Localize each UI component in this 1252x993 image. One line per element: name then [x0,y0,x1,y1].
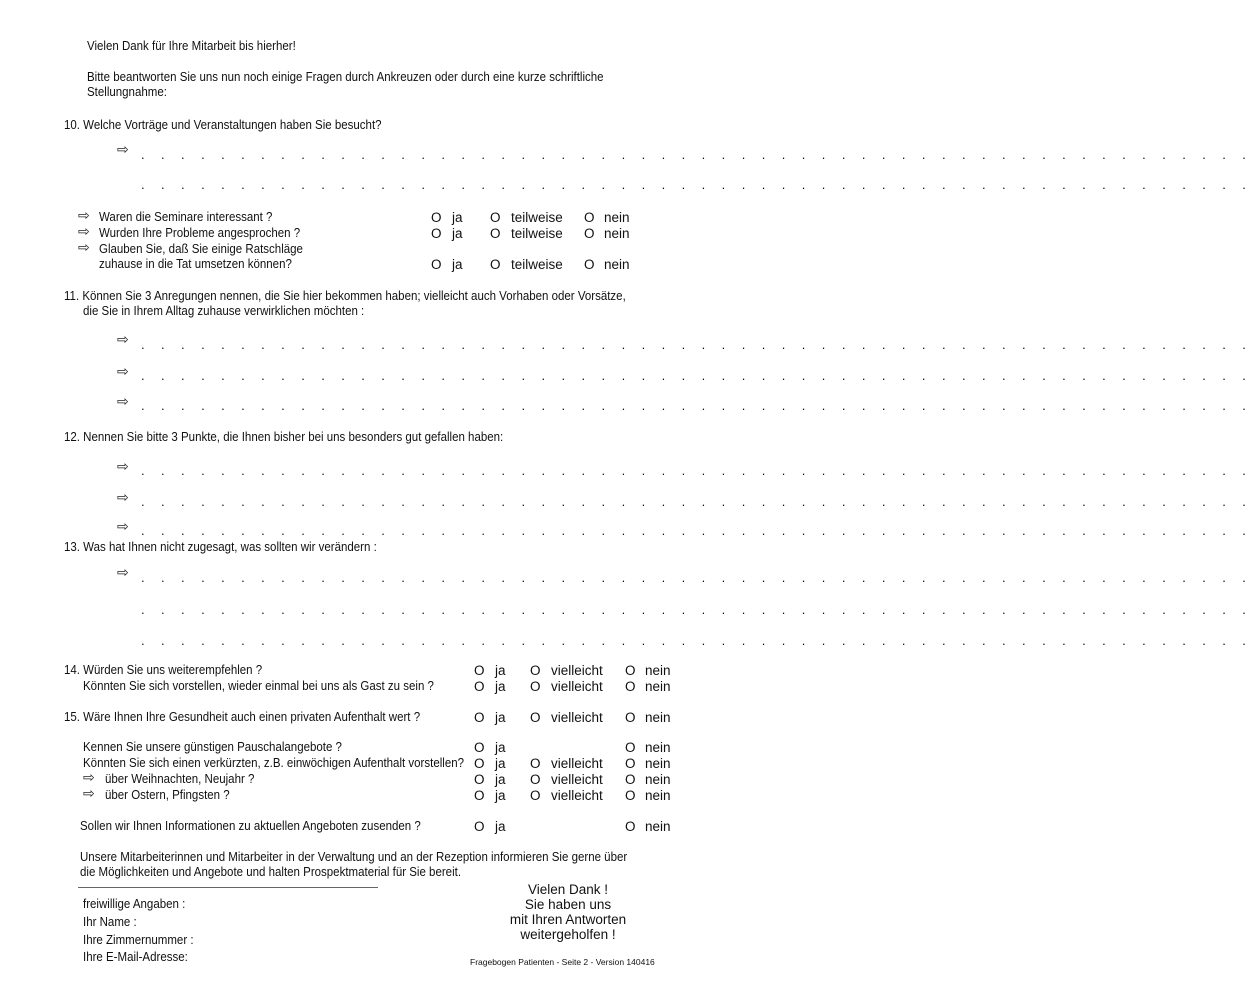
closing-line: mit Ihren Antworten [509,912,627,927]
option-circle[interactable]: O [530,710,541,725]
intro-request-cont: Stellungnahme: [87,85,167,99]
option-circle[interactable]: O [431,257,442,272]
option-ja: ja [495,740,506,755]
option-circle[interactable]: O [474,788,485,803]
option-nein: nein [645,756,671,771]
arrow-icon: ⇨ [117,489,129,505]
arrow-icon: ⇨ [117,331,129,347]
option-ja: ja [495,679,506,694]
option-circle[interactable]: O [625,819,636,834]
option-nein: nein [604,226,630,241]
voluntary-label: freiwillige Angaben : [83,897,186,911]
q10-sub-advice: Glauben Sie, daß Sie einige Ratschläge [99,242,303,256]
arrow-icon: ⇨ [78,207,90,223]
q15-sub-packages: Kennen Sie unsere günstigen Pauschalangebote ? [83,740,342,754]
answer-line[interactable]: . . . . . . . . . . . . . . . . . . . . . . . . . . . . . . . . . . . . . . . . . . . . . . . . . . . . . . . . [141,570,1252,585]
closing-line: Sie haben uns [524,897,612,912]
option-circle[interactable]: O [530,772,541,787]
q14-title-cont: Könnten Sie sich vorstellen, wieder einmal bei uns als Gast zu sein ? [83,679,434,693]
option-circle[interactable]: O [490,210,501,225]
option-circle[interactable]: O [530,788,541,803]
arrow-icon: ⇨ [117,564,129,580]
option-ja: ja [452,210,463,225]
q11-title: 11. Können Sie 3 Anregungen nennen, die Sie hier bekommen haben; vielleicht auch Vorhaben oder Vorsätze, [64,289,626,303]
option-ja: ja [452,226,463,241]
option-circle[interactable]: O [625,663,636,678]
option-circle[interactable]: O [474,679,485,694]
room-number-label: Ihre Zimmernummer : [83,933,194,947]
option-vielleicht: vielleicht [551,710,603,725]
option-nein: nein [645,788,671,803]
q15-sub-short-stay: Könnten Sie sich einen verkürzten, z.B. einwöchigen Aufenthalt vorstellen? [83,756,465,770]
q15-title: 15. Wäre Ihnen Ihre Gesundheit auch einen privaten Aufenthalt wert ? [64,710,421,724]
option-nein: nein [645,819,671,834]
q10-sub-seminars: Waren die Seminare interessant ? [99,210,273,224]
option-nein: nein [645,679,671,694]
option-vielleicht: vielleicht [551,756,603,771]
answer-line[interactable]: . . . . . . . . . . . . . . . . . . . . . . . . . . . . . . . . . . . . . . . . . . . . . . . . . . . . . . . . [141,147,1252,162]
option-circle[interactable]: O [584,210,595,225]
q15-sub-easter: über Ostern, Pfingsten ? [105,788,230,802]
option-circle[interactable]: O [530,756,541,771]
option-ja: ja [495,710,506,725]
arrow-icon: ⇨ [83,785,95,801]
name-field-label: Ihr Name : [83,915,137,929]
option-circle[interactable]: O [474,772,485,787]
arrow-icon: ⇨ [83,769,95,785]
q13-title: 13. Was hat Ihnen nicht zugesagt, was sollten wir verändern : [64,540,377,554]
q12-title: 12. Nennen Sie bitte 3 Punkte, die Ihnen bisher bei uns besonders gut gefallen haben: [64,430,504,444]
option-ja: ja [495,819,506,834]
option-vielleicht: vielleicht [551,663,603,678]
option-nein: nein [604,257,630,272]
q10-sub-problems: Wurden Ihre Probleme angesprochen ? [99,226,301,240]
option-ja: ja [495,788,506,803]
option-ja: ja [452,257,463,272]
option-vielleicht: vielleicht [551,772,603,787]
answer-line[interactable]: . . . . . . . . . . . . . . . . . . . . . . . . . . . . . . . . . . . . . . . . . . . . . . . . . . . . . . . . [141,398,1252,413]
option-nein: nein [645,772,671,787]
option-circle[interactable]: O [431,210,442,225]
option-circle[interactable]: O [431,226,442,241]
option-circle[interactable]: O [584,226,595,241]
option-circle[interactable]: O [530,679,541,694]
option-circle[interactable]: O [474,663,485,678]
option-vielleicht: vielleicht [551,788,603,803]
option-circle[interactable]: O [490,257,501,272]
info-text-cont: die Möglichkeiten und Angebote und halten Prospektmaterial für Sie bereit. [80,865,462,879]
q15-sub-info: Sollen wir Ihnen Informationen zu aktuellen Angeboten zusenden ? [80,819,421,833]
email-label: Ihre E-Mail-Adresse: [83,950,188,964]
option-circle[interactable]: O [474,819,485,834]
option-circle[interactable]: O [625,679,636,694]
answer-line[interactable]: . . . . . . . . . . . . . . . . . . . . . . . . . . . . . . . . . . . . . . . . . . . . . . . . . . . . . . . . [141,633,1252,648]
option-ja: ja [495,663,506,678]
option-teilweise: teilweise [511,257,563,272]
option-teilweise: teilweise [511,226,563,241]
option-nein: nein [645,663,671,678]
closing-thanks [483,882,653,942]
option-circle[interactable]: O [625,710,636,725]
option-teilweise: teilweise [511,210,563,225]
option-circle[interactable]: O [625,772,636,787]
q11-title-cont: die Sie in Ihrem Alltag zuhause verwirklichen möchten : [83,304,365,318]
option-circle[interactable]: O [625,740,636,755]
answer-line[interactable]: . . . . . . . . . . . . . . . . . . . . . . . . . . . . . . . . . . . . . . . . . . . . . . . . . . . . . . . . [141,337,1252,352]
answer-line[interactable]: . . . . . . . . . . . . . . . . . . . . . . . . . . . . . . . . . . . . . . . . . . . . . . . . . . . . . . . . [141,523,1252,538]
arrow-icon: ⇨ [117,141,129,157]
option-nein: nein [604,210,630,225]
option-circle[interactable]: O [474,710,485,725]
arrow-icon: ⇨ [117,518,129,534]
intro-thanks: Vielen Dank für Ihre Mitarbeit bis hierher! [87,39,296,53]
answer-line[interactable]: . . . . . . . . . . . . . . . . . . . . . . . . . . . . . . . . . . . . . . . . . . . . . . . . . . . . . . . . [141,177,1252,192]
option-circle[interactable]: O [474,756,485,771]
footer-version: Fragebogen Patienten - Seite 2 - Version 140416 [470,957,655,967]
q15-sub-christmas: über Weihnachten, Neujahr ? [105,772,255,786]
q10-sub-advice-cont: zuhause in die Tat umsetzen können? [99,257,292,271]
option-circle[interactable]: O [584,257,595,272]
arrow-icon: ⇨ [78,239,90,255]
option-ja: ja [495,772,506,787]
option-circle[interactable]: O [625,756,636,771]
q10-title: 10. Welche Vorträge und Veranstaltungen haben Sie besucht? [64,118,382,132]
option-vielleicht: vielleicht [551,679,603,694]
answer-line[interactable]: . . . . . . . . . . . . . . . . . . . . . . . . . . . . . . . . . . . . . . . . . . . . . . . . . . . . . . . . [141,463,1252,478]
option-nein: nein [645,740,671,755]
info-text: Unsere Mitarbeiterinnen und Mitarbeiter in der Verwaltung und an der Rezeption informieren Sie gerne über [80,850,628,864]
intro-request: Bitte beantworten Sie uns nun noch einige Fragen durch Ankreuzen oder durch eine kurze schriftliche [87,70,604,84]
option-circle[interactable]: O [530,663,541,678]
answer-line[interactable]: . . . . . . . . . . . . . . . . . . . . . . . . . . . . . . . . . . . . . . . . . . . . . . . . . . . . . . . . [141,368,1252,383]
option-circle[interactable]: O [625,788,636,803]
closing-line: Vielen Dank ! [527,882,609,897]
answer-line[interactable]: . . . . . . . . . . . . . . . . . . . . . . . . . . . . . . . . . . . . . . . . . . . . . . . . . . . . . . . . [141,494,1252,509]
arrow-icon: ⇨ [117,393,129,409]
closing-line: weitergeholfen ! [520,927,616,942]
option-circle[interactable]: O [490,226,501,241]
divider [78,887,378,888]
option-ja: ja [495,756,506,771]
arrow-icon: ⇨ [117,458,129,474]
arrow-icon: ⇨ [78,223,90,239]
arrow-icon: ⇨ [117,363,129,379]
option-nein: nein [645,710,671,725]
option-circle[interactable]: O [474,740,485,755]
q14-title: 14. Würden Sie uns weiterempfehlen ? [64,663,263,677]
answer-line[interactable]: . . . . . . . . . . . . . . . . . . . . . . . . . . . . . . . . . . . . . . . . . . . . . . . . . . . . . . . . [141,602,1252,617]
